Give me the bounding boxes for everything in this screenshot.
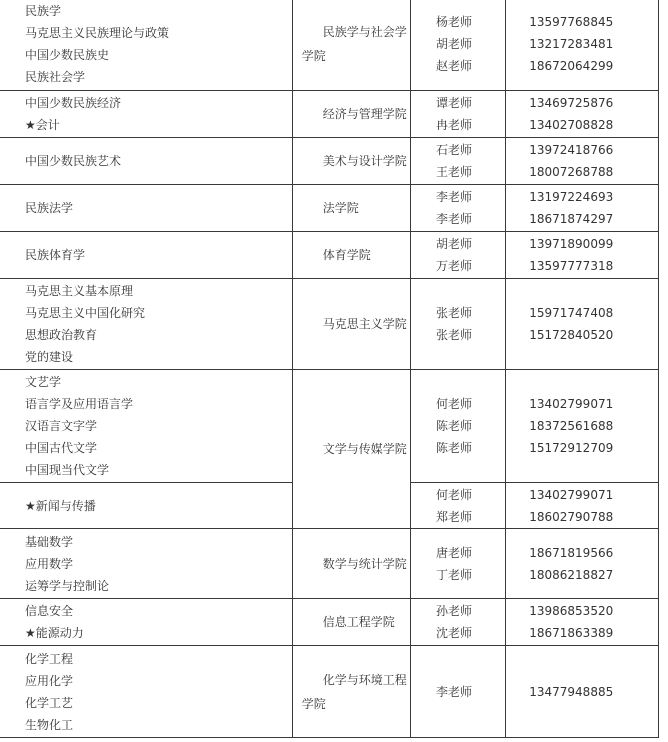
major-name: 马克思主义民族理论与政策 <box>25 26 170 40</box>
contact-cell <box>410 0 505 91</box>
major-cell <box>0 646 292 738</box>
major-name: ★新闻与传播 <box>25 498 96 513</box>
major-name: 民族社会学 <box>25 70 86 84</box>
college-name: 美术与设计学院 <box>322 154 407 168</box>
major-name: 化学工艺 <box>25 695 74 710</box>
college-cell <box>292 279 410 370</box>
college-name: 民族学与社会学学院 <box>301 25 407 63</box>
table-row <box>0 370 659 483</box>
major-name: 汉语言文字学 <box>25 419 98 433</box>
major-name: 中国少数民族史 <box>25 48 110 62</box>
major-name: 中国少数民族经济 <box>25 96 122 110</box>
contact-name: 沈老师 <box>435 626 472 640</box>
phone-number: 13597768845 <box>529 15 614 29</box>
college-name: 数学与统计学院 <box>322 556 407 571</box>
contact-cell <box>410 370 505 483</box>
major-name: 思想政治教育 <box>25 328 98 342</box>
college-name: 化学与环境工程学院 <box>301 672 407 711</box>
contact-name: 谭老师 <box>435 96 472 110</box>
contact-cell <box>410 646 505 738</box>
contact-name: 何老师 <box>435 397 472 411</box>
contact-name: 李老师 <box>435 190 472 204</box>
college-cell <box>292 370 410 529</box>
major-cell <box>0 91 292 138</box>
table-row <box>0 138 659 185</box>
contact-cell <box>410 232 505 279</box>
major-name: 马克思主义基本原理 <box>25 284 134 298</box>
contact-name: 郑老师 <box>435 509 472 524</box>
major-name: 民族体育学 <box>25 248 86 262</box>
contact-name: 孙老师 <box>435 604 472 618</box>
contact-name: 陈老师 <box>435 441 472 455</box>
phone-number: 13971890099 <box>529 237 614 251</box>
phone-cell <box>506 232 659 279</box>
phone-number: 13972418766 <box>529 143 614 157</box>
phone-number: 13402799071 <box>529 487 614 502</box>
contact-cell <box>410 185 505 232</box>
college-cell <box>292 646 410 738</box>
major-cell <box>0 279 292 370</box>
major-cell <box>0 483 292 529</box>
major-name: 化学工程 <box>25 651 74 666</box>
phone-number: 18671874297 <box>529 212 614 226</box>
contact-cell <box>410 483 505 529</box>
contact-cell <box>410 279 505 370</box>
college-name: 经济与管理学院 <box>322 107 407 121</box>
major-name: 中国少数民族艺术 <box>25 154 122 168</box>
table-row <box>0 185 659 232</box>
contact-name: 杨老师 <box>435 15 472 29</box>
contact-name: 李老师 <box>435 684 472 699</box>
phone-cell <box>506 529 659 599</box>
phone-number: 13217283481 <box>529 37 614 51</box>
contact-name: 李老师 <box>435 212 472 226</box>
college-name: 马克思主义学院 <box>322 317 407 331</box>
contact-name: 何老师 <box>435 487 472 502</box>
phone-cell <box>506 185 659 232</box>
contact-name: 胡老师 <box>435 237 472 251</box>
major-name: 文艺学 <box>25 375 62 389</box>
major-name: 民族学 <box>25 4 62 18</box>
phone-number: 18086218827 <box>529 567 614 582</box>
major-name: 马克思主义中国化研究 <box>25 306 146 320</box>
contact-name: 万老师 <box>435 259 472 273</box>
contact-cell <box>410 529 505 599</box>
major-name: 中国现当代文学 <box>25 463 110 477</box>
phone-number: 15172912709 <box>529 441 614 455</box>
major-name: 信息安全 <box>25 604 74 618</box>
phone-number: 18671819566 <box>529 545 614 560</box>
major-name: 中国古代文学 <box>25 441 98 455</box>
phone-number: 13986853520 <box>529 604 614 618</box>
table-row <box>0 91 659 138</box>
phone-number: 18671863389 <box>529 626 614 640</box>
contact-name: 丁老师 <box>435 567 472 582</box>
contact-name: 唐老师 <box>435 545 472 560</box>
college-name: 法学院 <box>322 201 359 215</box>
major-cell <box>0 599 292 646</box>
phone-cell <box>506 0 659 91</box>
contact-name: 张老师 <box>435 328 472 342</box>
college-name: 信息工程学院 <box>322 615 395 629</box>
contact-cell <box>410 138 505 185</box>
college-cell <box>292 185 410 232</box>
phone-cell <box>506 599 659 646</box>
major-cell <box>0 529 292 599</box>
college-name: 体育学院 <box>322 248 371 262</box>
contact-cell <box>410 599 505 646</box>
major-name: 运筹学与控制论 <box>25 578 110 593</box>
major-name: 基础数学 <box>25 534 74 549</box>
contact-name: 石老师 <box>435 143 472 157</box>
contact-name: 冉老师 <box>435 118 472 132</box>
phone-cell <box>506 279 659 370</box>
phone-cell <box>506 646 659 738</box>
college-cell <box>292 138 410 185</box>
college-cell <box>292 91 410 138</box>
phone-cell <box>506 91 659 138</box>
phone-number: 13402708828 <box>529 118 614 132</box>
table-row <box>0 646 659 738</box>
phone-number: 18007268788 <box>529 165 614 179</box>
phone-number: 18602790788 <box>529 509 614 524</box>
major-cell <box>0 138 292 185</box>
college-cell <box>292 0 410 91</box>
phone-number: 13477948885 <box>529 684 614 699</box>
phone-number: 13197224693 <box>529 190 614 204</box>
major-cell <box>0 185 292 232</box>
college-cell <box>292 599 410 646</box>
contact-cell <box>410 91 505 138</box>
table-row <box>0 232 659 279</box>
table-row <box>0 279 659 370</box>
phone-number: 13597777318 <box>529 259 614 273</box>
major-name: 应用化学 <box>25 673 74 688</box>
contact-name: 胡老师 <box>435 37 472 51</box>
table-row <box>0 599 659 646</box>
college-name: 文学与传媒学院 <box>322 442 407 456</box>
phone-number: 18372561688 <box>529 419 614 433</box>
phone-number: 15971747408 <box>529 306 614 320</box>
phone-number: 15172840520 <box>529 328 614 342</box>
phone-number: 13402799071 <box>529 397 614 411</box>
major-name: 生物化工 <box>25 717 74 732</box>
phone-number: 18672064299 <box>529 59 614 73</box>
table-row <box>0 529 659 599</box>
college-cell <box>292 232 410 279</box>
table-row <box>0 0 659 91</box>
phone-cell <box>506 138 659 185</box>
major-name: ★会计 <box>25 118 60 132</box>
contact-name: 陈老师 <box>435 419 472 433</box>
major-cell <box>0 232 292 279</box>
major-name: 语言学及应用语言学 <box>25 397 134 411</box>
major-name: ★能源动力 <box>25 626 84 640</box>
phone-cell <box>506 370 659 483</box>
phone-cell <box>506 483 659 529</box>
major-name: 民族法学 <box>25 201 74 215</box>
contact-name: 张老师 <box>435 306 472 320</box>
major-name: 党的建设 <box>25 350 74 364</box>
contact-name: 赵老师 <box>435 59 472 73</box>
college-cell <box>292 529 410 599</box>
major-name: 应用数学 <box>25 556 74 571</box>
major-cell <box>0 0 292 91</box>
phone-number: 13469725876 <box>529 96 614 110</box>
major-cell <box>0 370 292 483</box>
contact-name: 王老师 <box>435 165 472 179</box>
